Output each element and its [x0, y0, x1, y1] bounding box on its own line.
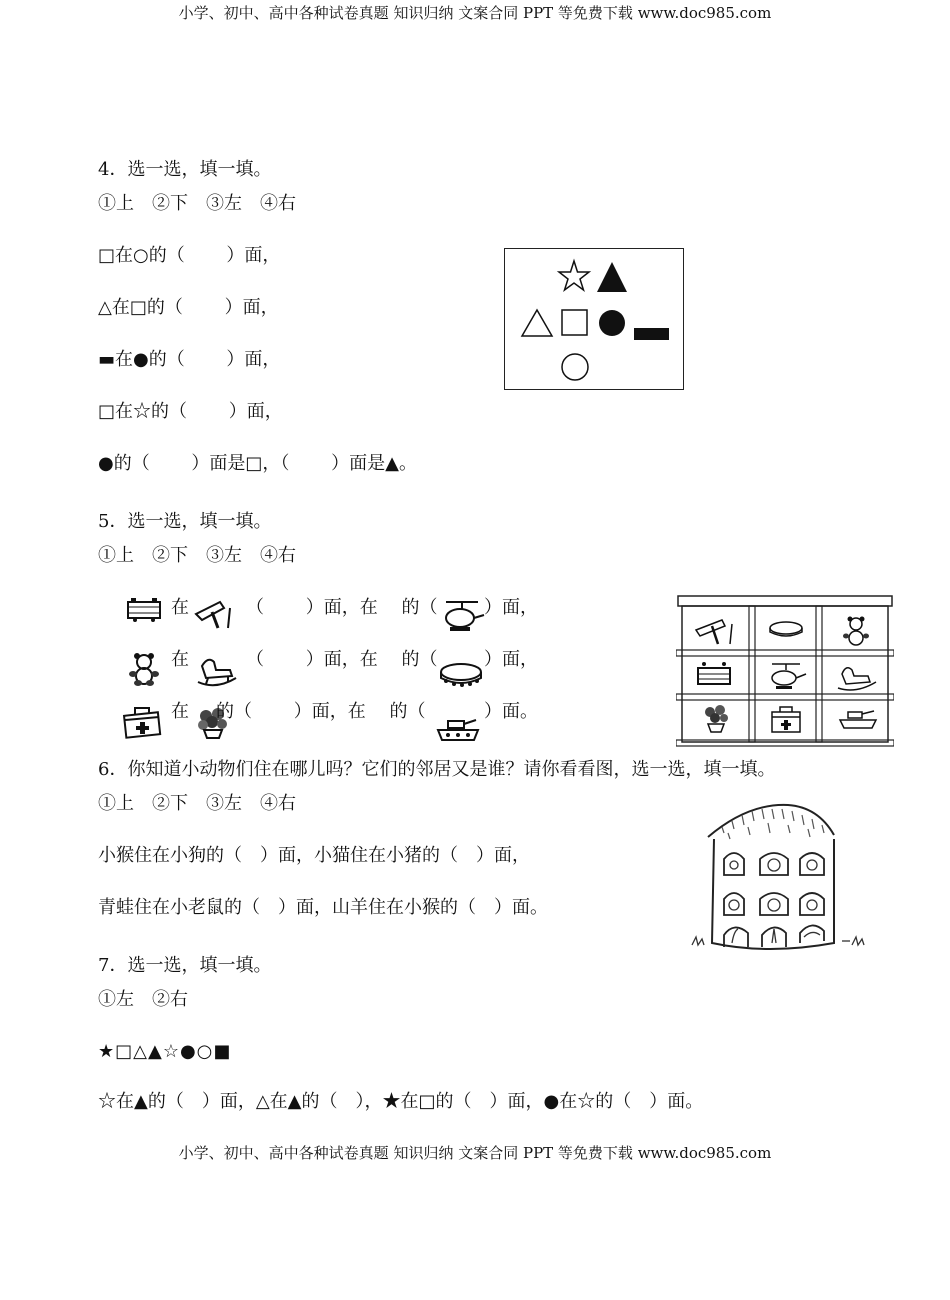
q5-row2-text-b: （ ）面，在 的（ — [246, 649, 438, 670]
shelf-first-aid-kit-icon — [772, 707, 800, 732]
bar-filled-icon — [634, 328, 669, 340]
q7-line: ☆在▲的（ ）面，△在▲的（ ），★在□的（ ）面，●在☆的（ ）面。 — [98, 1091, 704, 1112]
q5-row2-text-a: 在 — [171, 649, 189, 670]
q4-line-2: △在□的（ ）面， — [98, 297, 279, 318]
q5-row2-text-c: ）面， — [484, 649, 538, 670]
shelf-toy-tank-icon — [840, 711, 876, 728]
circle-outline-icon — [562, 354, 588, 380]
q7-options: ①左 ②右 — [98, 989, 188, 1010]
q4-line-5: ●的（ ）面是□，（ ）面是▲。 — [98, 453, 417, 474]
teddy-bear-icon — [128, 652, 160, 690]
shelf-flower-pot-icon — [705, 705, 728, 732]
q5-title: 5．选一选，填一填。 — [98, 511, 272, 532]
shelf-helicopter-icon — [772, 664, 806, 689]
toy-tank-icon — [436, 716, 480, 746]
helicopter-icon — [440, 598, 486, 638]
q5-row1-text-c: ）面， — [484, 597, 538, 618]
q6-options: ①上 ②下 ③左 ④右 — [98, 793, 296, 814]
q4-line-1: □在○的（ ）面， — [98, 245, 281, 266]
bus-icon — [126, 596, 162, 628]
q5-row3-text-b: 的（ ）面，在 的（ — [216, 701, 426, 722]
q6-line-1: 小猴住在小狗的（ ）面，小猫住在小猪的（ ）面， — [98, 845, 530, 866]
circle-filled-icon — [599, 310, 625, 336]
q5-row1-text-b: （ ）面，在 的（ — [246, 597, 438, 618]
q4-title: 4．选一选，填一填。 — [98, 159, 272, 180]
triangle-outline-icon — [522, 310, 552, 336]
q4-options: ①上 ②下 ③左 ④右 — [98, 193, 296, 214]
page-header: 小学、初中、高中各种试卷真题 知识归纳 文案合同 PPT 等免费下载 www.doc985.com — [178, 4, 772, 22]
q7-shape-sequence: ★□△▲☆●○■ — [98, 1041, 232, 1062]
q4-line-4: □在☆的（ ）面， — [98, 401, 283, 422]
shelf-teddy-bear-icon — [843, 617, 869, 646]
q5-row3-text-a: 在 — [171, 701, 189, 722]
q6-line-2: 青蛙住在小老鼠的（ ）面，山羊住在小猴的（ ）面。 — [98, 897, 548, 918]
page-footer: 小学、初中、高中各种试卷真题 知识归纳 文案合同 PPT 等免费下载 www.doc985.com — [178, 1144, 772, 1162]
shelf-rocking-horse-icon — [838, 668, 876, 690]
q7-title: 7．选一选，填一填。 — [98, 955, 272, 976]
shelf-bus-icon — [698, 662, 730, 684]
star-outline-icon — [559, 261, 589, 290]
drum-sticks-icon — [194, 598, 236, 636]
tambourine-icon — [438, 660, 484, 692]
q4-shapes-figure — [504, 248, 684, 390]
q6-title: 6．你知道小动物们住在哪儿吗？它们的邻居又是谁？请你看看图，选一选，填一填。 — [98, 759, 776, 780]
animal-house-figure — [688, 795, 868, 955]
triangle-filled-icon — [597, 262, 627, 292]
square-outline-icon — [562, 310, 587, 335]
rocking-horse-icon — [196, 652, 238, 694]
shelf-tambourine-icon — [770, 622, 802, 636]
toy-shelf-figure — [676, 594, 894, 748]
shapes-diagram — [505, 249, 685, 391]
shelf-drum-sticks-icon — [696, 620, 732, 644]
q4-line-3: ▬在●的（ ）面， — [98, 349, 281, 370]
q5-options: ①上 ②下 ③左 ④右 — [98, 545, 296, 566]
q5-row3-text-c: ）面。 — [484, 701, 538, 722]
first-aid-kit-icon — [122, 704, 162, 744]
q5-row1-text-a: 在 — [171, 597, 189, 618]
